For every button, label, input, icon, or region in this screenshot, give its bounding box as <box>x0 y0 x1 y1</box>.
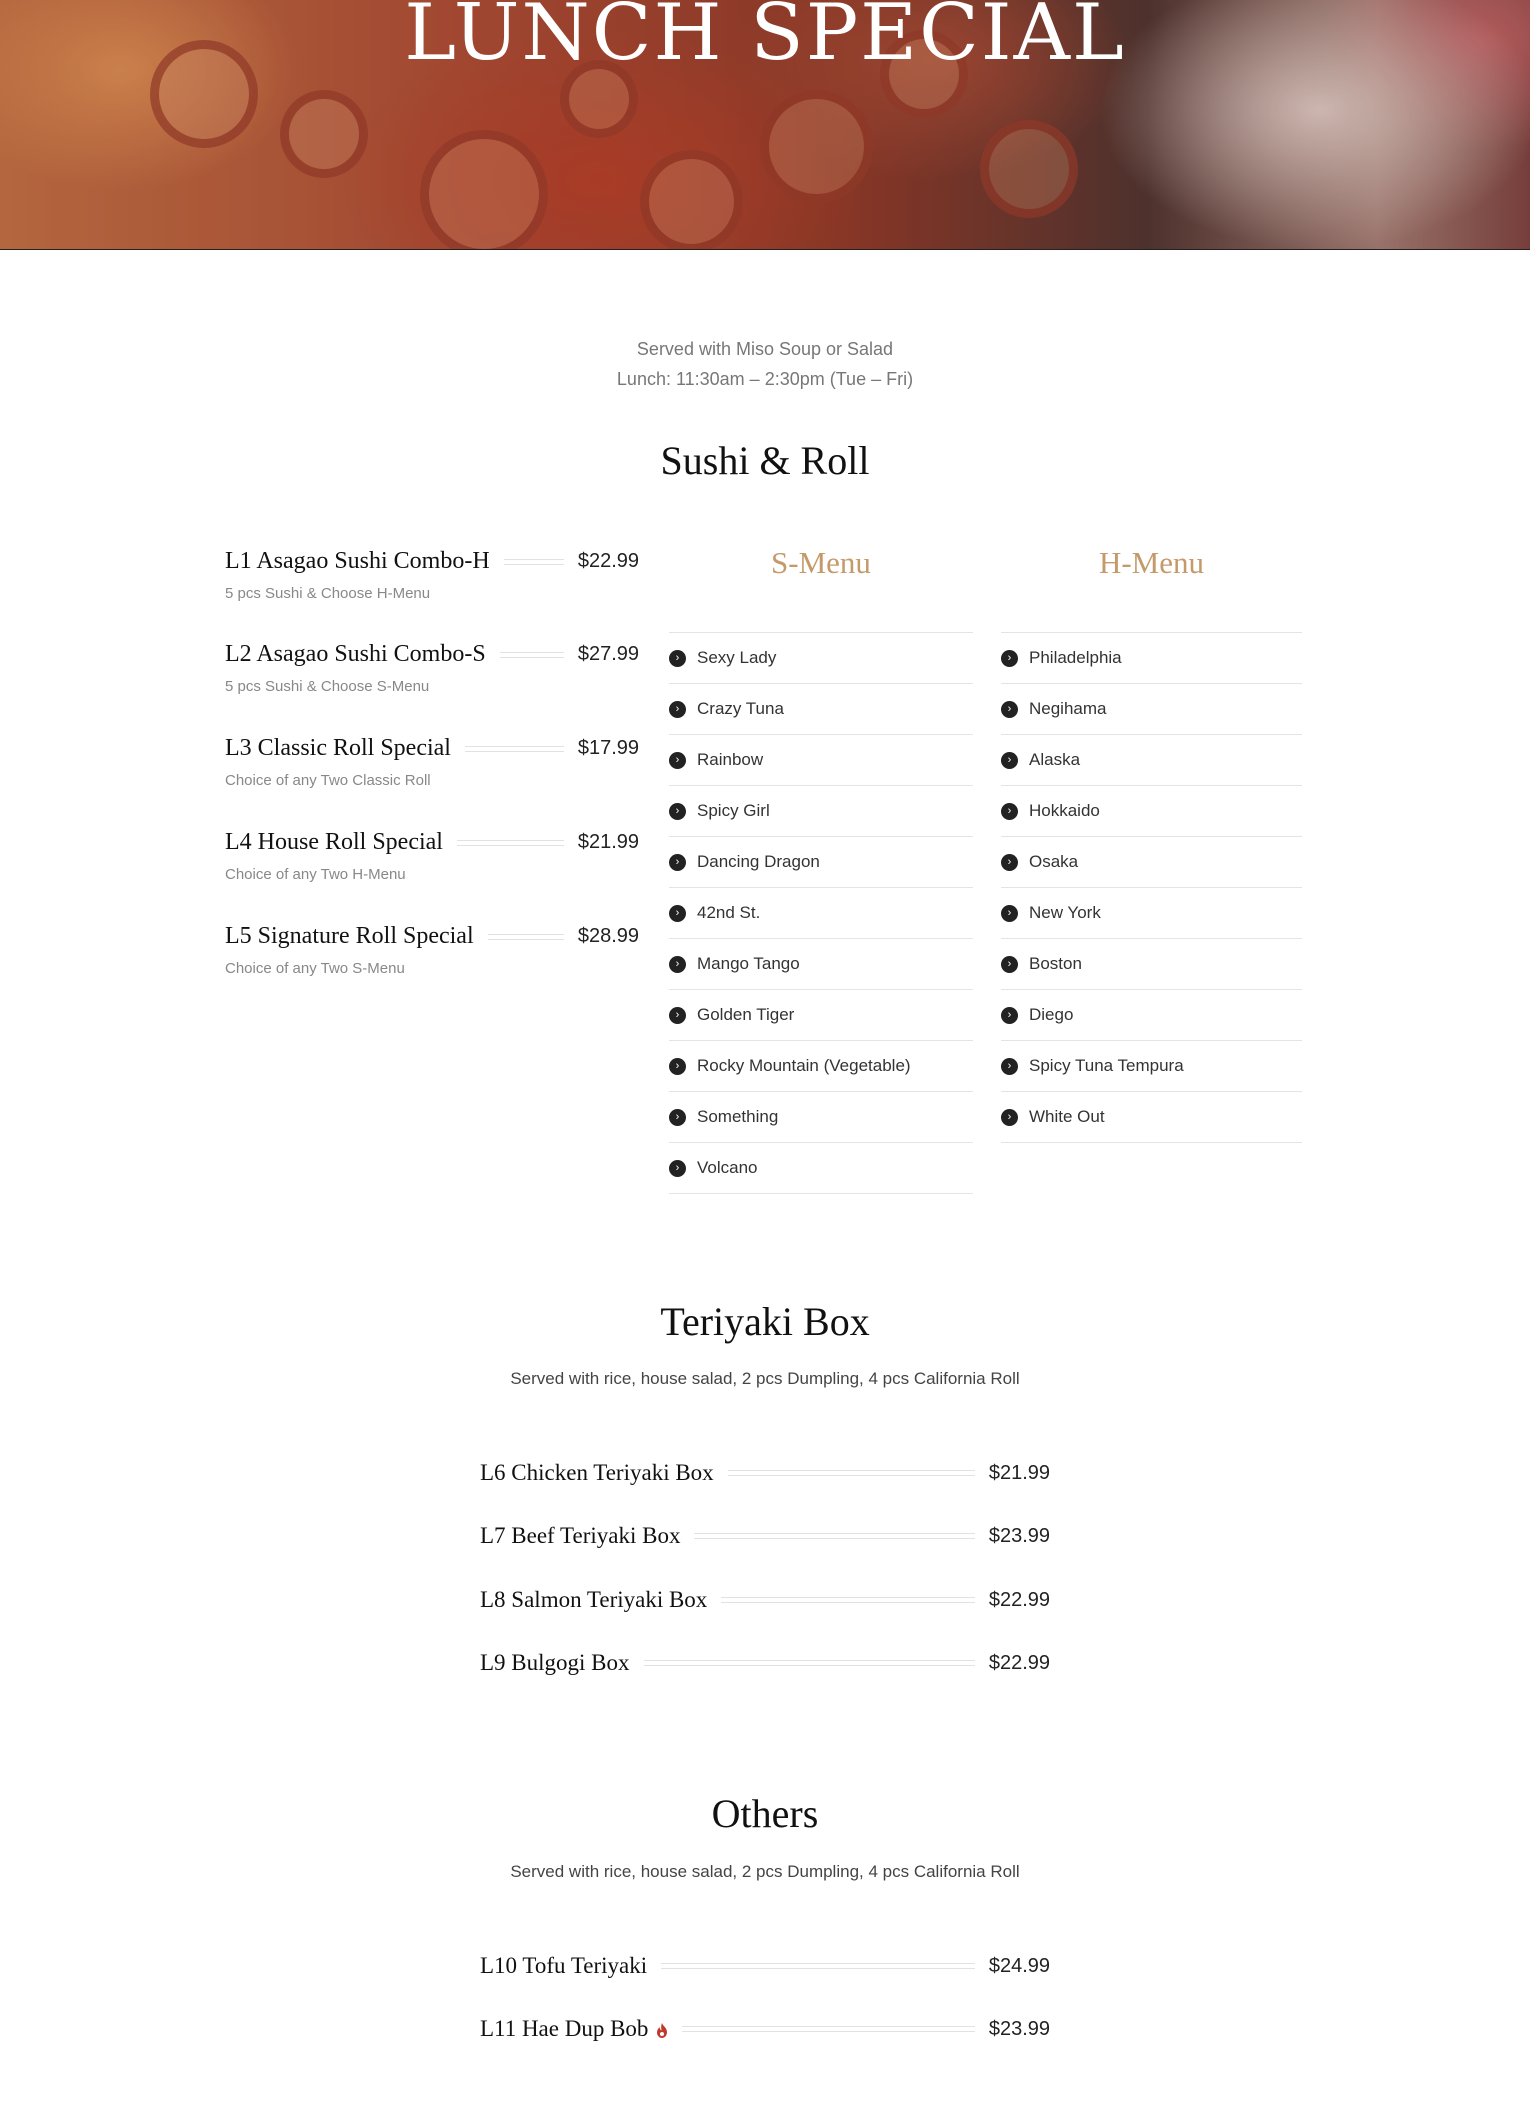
h-menu-heading: H-Menu <box>1098 545 1205 580</box>
section-title-others: Others <box>711 1791 819 1836</box>
list-item <box>669 888 973 939</box>
menu-item-l10 <box>480 1953 1050 1979</box>
list-item-label: Volcano <box>697 1158 758 1177</box>
menu-item-l7 <box>480 1523 1050 1549</box>
menu-item-l11 <box>480 2016 1050 2042</box>
chevron-circle-icon: › <box>1001 905 1018 922</box>
item-name: L7 Beef Teriyaki Box <box>480 1523 681 1548</box>
dotted-leader <box>694 1533 974 1539</box>
item-name: L6 Chicken Teriyaki Box <box>480 1460 714 1485</box>
list-item-label: New York <box>1029 903 1101 922</box>
chevron-circle-icon: › <box>669 1109 686 1126</box>
item-name: L10 Tofu Teriyaki <box>480 1953 648 1978</box>
list-item-label: Rocky Mountain (Vegetable) <box>697 1056 911 1075</box>
item-description: 5 pcs Sushi & Choose H-Menu <box>225 585 431 602</box>
chevron-circle-icon: › <box>669 854 686 871</box>
dotted-leader <box>457 840 564 846</box>
dotted-leader <box>721 1597 975 1603</box>
item-price: $22.99 <box>988 1588 1050 1611</box>
list-item-label: White Out <box>1029 1107 1105 1126</box>
list-item <box>669 735 973 786</box>
item-price: $28.99 <box>577 925 639 947</box>
list-item-label: Hokkaido <box>1029 801 1100 820</box>
list-item <box>1001 735 1302 786</box>
item-price: $21.99 <box>988 1461 1050 1484</box>
list-item <box>1001 1092 1302 1143</box>
item-name: L2 Asagao Sushi Combo-S <box>225 641 486 667</box>
menu-item-l3 <box>225 735 639 789</box>
list-item <box>1001 786 1302 837</box>
list-item-label: Diego <box>1029 1005 1074 1024</box>
list-item-label: Golden Tiger <box>697 1005 795 1024</box>
item-price: $23.99 <box>988 2017 1050 2040</box>
menu-item-l4 <box>225 829 639 883</box>
item-name: L8 Salmon Teriyaki Box <box>480 1587 708 1612</box>
item-price: $22.99 <box>988 1651 1050 1674</box>
item-price: $24.99 <box>988 1954 1050 1977</box>
list-item <box>669 786 973 837</box>
item-description: 5 pcs Sushi & Choose S-Menu <box>225 678 430 695</box>
item-description: Choice of any Two Classic Roll <box>225 772 431 789</box>
item-name: L5 Signature Roll Special <box>225 923 474 949</box>
section-title-sushi-roll: Sushi & Roll <box>660 438 870 483</box>
list-item-label: 42nd St. <box>697 903 761 922</box>
list-item <box>1001 990 1302 1041</box>
list-item-label: Boston <box>1029 954 1082 973</box>
chevron-circle-icon: › <box>1001 1058 1018 1075</box>
section-subtitle-others: Served with rice, house salad, 2 pcs Dumpling, 4 pcs California Roll <box>510 1862 1020 1881</box>
item-description: Choice of any Two S-Menu <box>225 960 405 977</box>
list-item <box>669 1092 973 1143</box>
menu-item-l8 <box>480 1587 1050 1613</box>
menu-item-l5 <box>225 923 639 977</box>
list-item-label: Spicy Tuna Tempura <box>1029 1056 1184 1075</box>
list-item-label: Crazy Tuna <box>697 699 784 718</box>
menu-item-l9 <box>480 1650 1050 1676</box>
chevron-circle-icon: › <box>1001 803 1018 820</box>
dotted-leader <box>728 1470 975 1476</box>
dotted-leader <box>488 934 564 940</box>
list-item <box>1001 633 1302 684</box>
item-name: L1 Asagao Sushi Combo-H <box>225 548 490 574</box>
chevron-circle-icon: › <box>669 1058 686 1075</box>
dotted-leader <box>504 559 564 565</box>
list-item <box>669 837 973 888</box>
menu-item-l1 <box>225 548 639 602</box>
menu-item-l6 <box>480 1460 1050 1486</box>
item-price: $27.99 <box>577 643 639 665</box>
h-menu-list <box>1001 632 1302 1143</box>
list-item <box>1001 888 1302 939</box>
list-item-label: Spicy Girl <box>697 801 770 820</box>
hero-banner <box>0 0 1530 250</box>
intro-line-served: Served with Miso Soup or Salad <box>636 339 894 359</box>
s-menu-list <box>669 632 973 1194</box>
list-item <box>1001 837 1302 888</box>
chevron-circle-icon: › <box>669 650 686 667</box>
item-name <box>480 2016 668 2042</box>
item-description: Choice of any Two H-Menu <box>225 866 406 883</box>
list-item-label: Negihama <box>1029 699 1107 718</box>
chevron-circle-icon: › <box>1001 1007 1018 1024</box>
item-price: $17.99 <box>577 737 639 759</box>
intro-text <box>0 334 1530 394</box>
list-item <box>1001 684 1302 735</box>
chevron-circle-icon: › <box>669 1007 686 1024</box>
intro-line-hours: Lunch: 11:30am – 2:30pm (Tue – Fri) <box>616 369 914 389</box>
chevron-circle-icon: › <box>669 752 686 769</box>
item-name: L4 House Roll Special <box>225 829 443 855</box>
page-title: LUNCH SPECIAL <box>404 0 1126 78</box>
list-item-label: Dancing Dragon <box>697 852 820 871</box>
spicy-fire-icon <box>656 2023 668 2038</box>
dotted-leader <box>661 1963 975 1969</box>
chevron-circle-icon: › <box>669 1160 686 1177</box>
chevron-circle-icon: › <box>669 803 686 820</box>
list-item-label: Sexy Lady <box>697 648 777 667</box>
list-item-label: Philadelphia <box>1029 648 1122 667</box>
list-item <box>669 633 973 684</box>
chevron-circle-icon: › <box>1001 1109 1018 1126</box>
item-price: $21.99 <box>577 831 639 853</box>
list-item <box>669 939 973 990</box>
chevron-circle-icon: › <box>669 956 686 973</box>
menu-item-l2 <box>225 641 639 695</box>
dotted-leader <box>682 2026 974 2032</box>
item-name: L9 Bulgogi Box <box>480 1650 630 1675</box>
dotted-leader <box>465 746 564 752</box>
chevron-circle-icon: › <box>1001 650 1018 667</box>
list-item <box>669 1041 973 1092</box>
item-price: $23.99 <box>988 1524 1050 1547</box>
list-item <box>669 1143 973 1194</box>
chevron-circle-icon: › <box>669 905 686 922</box>
item-price: $22.99 <box>577 550 639 572</box>
chevron-circle-icon: › <box>1001 854 1018 871</box>
list-item <box>1001 1041 1302 1092</box>
item-name: L3 Classic Roll Special <box>225 735 451 761</box>
dotted-leader <box>644 1660 975 1666</box>
chevron-circle-icon: › <box>1001 752 1018 769</box>
list-item <box>669 684 973 735</box>
item-name-text: L11 Hae Dup Bob <box>480 2016 649 2041</box>
chevron-circle-icon: › <box>1001 701 1018 718</box>
chevron-circle-icon: › <box>669 701 686 718</box>
list-item-label: Something <box>697 1107 779 1126</box>
list-item-label: Alaska <box>1029 750 1081 769</box>
dotted-leader <box>500 652 564 658</box>
list-item-label: Osaka <box>1029 852 1079 871</box>
section-subtitle-teriyaki: Served with rice, house salad, 2 pcs Dumpling, 4 pcs California Roll <box>510 1369 1020 1388</box>
list-item-label: Rainbow <box>697 750 764 769</box>
list-item <box>669 990 973 1041</box>
list-item <box>1001 939 1302 990</box>
section-title-teriyaki: Teriyaki Box <box>660 1299 870 1344</box>
list-item-label: Mango Tango <box>697 954 800 973</box>
s-menu-heading: S-Menu <box>771 545 871 580</box>
chevron-circle-icon: › <box>1001 956 1018 973</box>
